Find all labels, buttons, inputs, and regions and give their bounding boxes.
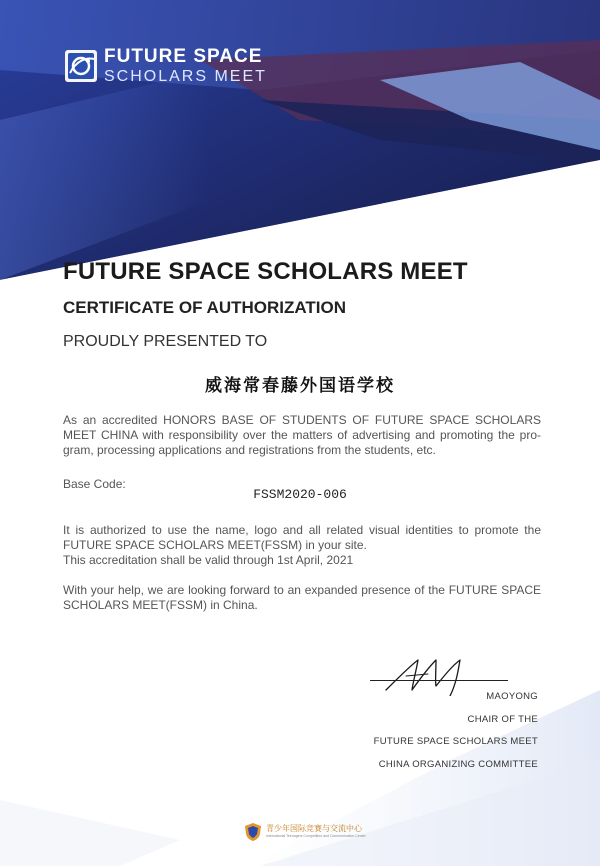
certificate-subtitle: CERTIFICATE OF AUTHORIZATION xyxy=(63,298,346,317)
signature-icon xyxy=(366,652,514,696)
fssm-logo-icon xyxy=(64,49,98,83)
authorization-paragraph xyxy=(63,523,541,568)
brand-logo xyxy=(64,47,267,85)
signature-line xyxy=(370,680,508,681)
logo-title: FUTURE SPACE xyxy=(104,46,263,67)
validity-text: This accreditation shall be valid through 1st April, 2021 xyxy=(63,553,354,567)
recipient-name: 威海常春藤外国语学校 xyxy=(205,376,395,396)
signer-role: CHAIR OF THE xyxy=(467,714,538,725)
presented-to-label: PROUDLY PRESENTED TO xyxy=(63,333,268,350)
accreditation-paragraph: As an accredited HONORS BASE OF STUDENTS OF FUTURE SPACE SCHOLARS MEET CHINA with responsibility over the matters of advertising and promoting the pro-gram, processing applications and registrations from the students, etc. xyxy=(63,413,541,457)
footer-org-cn: 青少年国际竞赛与交流中心 xyxy=(266,824,362,834)
signer-committee: CHINA ORGANIZING COMMITTEE xyxy=(378,759,538,770)
signer-organization: FUTURE SPACE SCHOLARS MEET xyxy=(373,736,538,747)
footer-organization xyxy=(244,822,366,842)
closing-paragraph: With your help, we are looking forward to an expanded presence of the FUTURE SPACE SCHOLARS MEET(FSSM) in China. xyxy=(63,583,541,612)
shield-icon xyxy=(244,822,262,842)
signer-name: MAOYONG xyxy=(486,691,538,702)
base-code-value: FSSM2020-006 xyxy=(253,487,347,502)
certificate-title: FUTURE SPACE SCHOLARS MEET xyxy=(63,258,468,285)
bottom-shade-3 xyxy=(0,800,180,866)
footer-org-en: International Teenagers Competition and Communication Center xyxy=(266,834,366,839)
authorization-text: It is authorized to use the name, logo and all related visual identities to promote the FUTURE SPACE SCHOLARS MEET(FSSM) in your site. xyxy=(63,523,541,552)
base-code-label: Base Code: xyxy=(63,477,126,491)
logo-subtitle: SCHOLARS MEET xyxy=(104,68,267,85)
